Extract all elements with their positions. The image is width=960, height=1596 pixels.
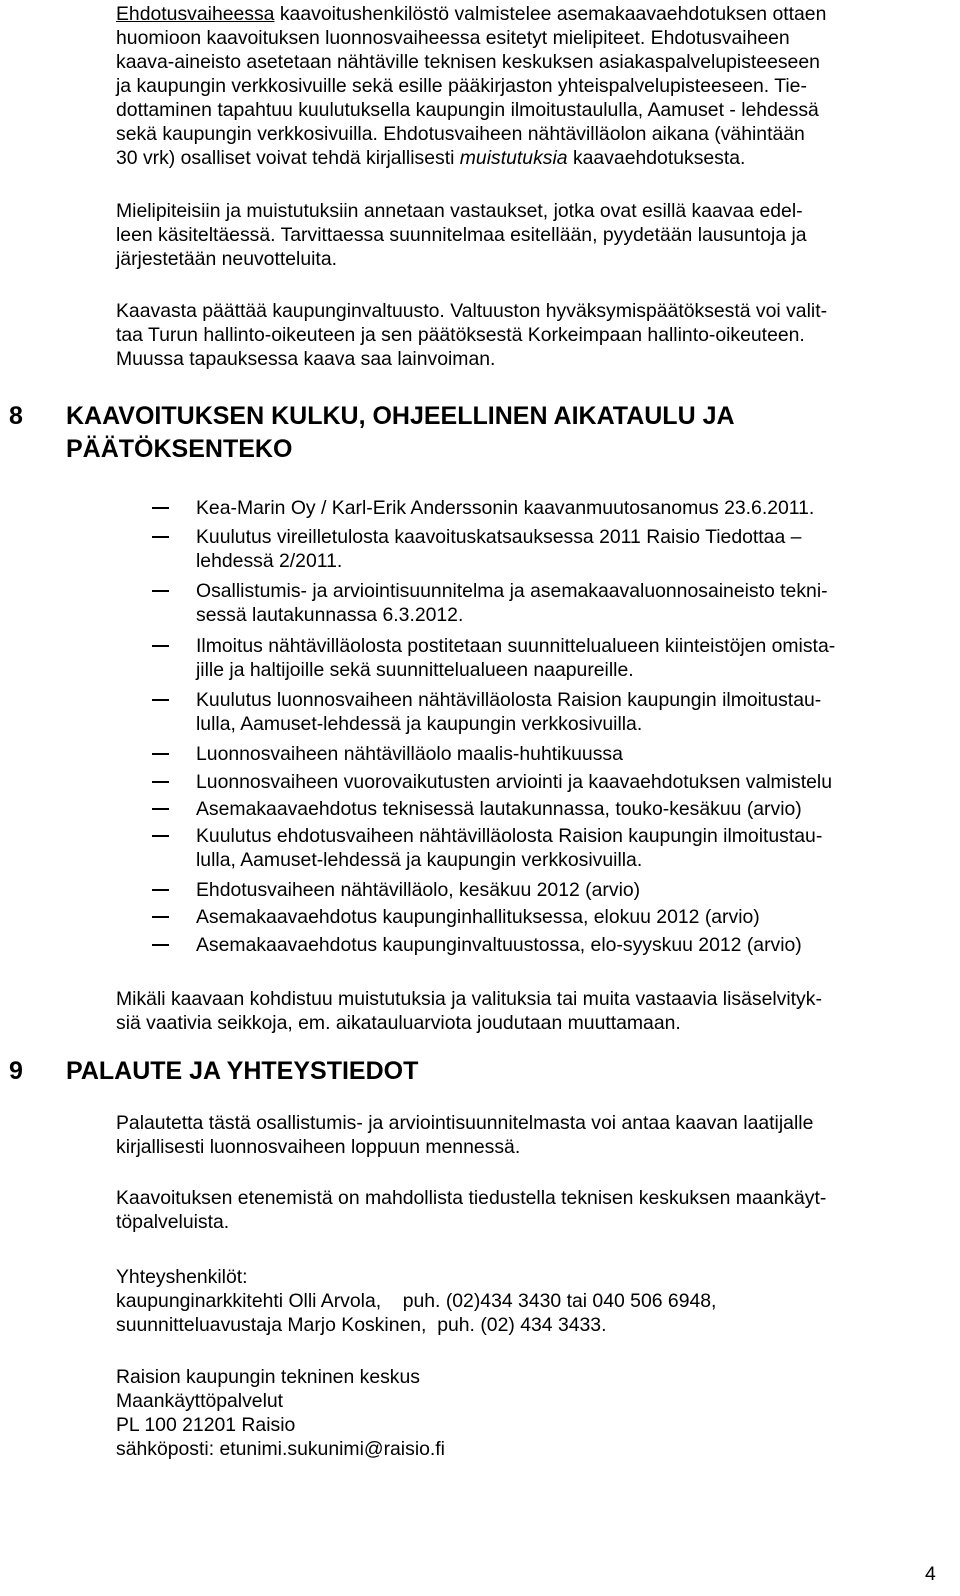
responses-line-1: Mielipiteisiin ja muistutuksiin annetaan vastaukset, jotka ovat esillä kaavaa edel-	[116, 200, 803, 222]
dash-bullet	[152, 808, 169, 810]
feedback-paragraph: Palautetta tästä osallistumis- ja arviointisuunnitelmasta voi antaa kaavan laatijalle kirjallisesti luonnosvaiheen loppuun mennessä.	[116, 1112, 814, 1158]
intro-line-1: Ehdotusvaiheessa kaavoitushenkilöstö valmistelee asemakaavaehdotuksen ottaen	[116, 3, 827, 25]
intro-line-3: kaava-aineisto asetetaan nähtäville teknisen keskuksen asiakaspalvelupisteeseen	[116, 51, 820, 73]
dash-bullet	[152, 536, 169, 538]
inquiry-paragraph: Kaavoituksen etenemistä on mahdollista tiedustella teknisen keskuksen maankäyt- töpalveluista.	[116, 1187, 827, 1233]
dash-bullet	[152, 507, 169, 509]
decision-line-2: taa Turun hallinto-oikeuteen ja sen päätöksestä Korkeimpaan hallinto-oikeuteen.	[116, 324, 805, 346]
intro-paragraph	[116, 2, 936, 170]
intro-line-5: dottaminen tapahtuu kuulutuksella kaupungin ilmoitustaululla, Aamuset - lehdessä	[116, 99, 819, 121]
schedule-note	[116, 987, 936, 1035]
address-postal: PL 100 21201 Raisio	[116, 1414, 296, 1436]
address-org: Raision kaupungin tekninen keskus	[116, 1366, 420, 1388]
dash-bullet	[152, 753, 169, 755]
responses-paragraph	[116, 199, 936, 271]
decision-line-3: Muussa tapauksessa kaava saa lainvoiman.	[116, 348, 496, 370]
page-number: 4	[925, 1563, 936, 1585]
responses-line-2: leen käsiteltäessä. Tarvittaessa suunnitelmaa esitellään, pyydetään lausuntoja ja	[116, 224, 807, 246]
decision-paragraph	[116, 299, 936, 371]
intro-line-6: sekä kaupungin verkkosivuilla. Ehdotusvaiheen nähtävilläolon aikana (vähintään	[116, 123, 805, 145]
dash-bullet	[152, 699, 169, 701]
intro-line-4: ja kaupungin verkkosivuille sekä esille pääkirjaston yhteispalvelupisteeseen. Tie-	[116, 75, 807, 97]
dash-bullet	[152, 889, 169, 891]
decision-line-1: Kaavasta päättää kaupunginvaltuusto. Valtuuston hyväksymispäätöksestä voi valit-	[116, 300, 828, 322]
note-line-2: siä vaativia seikkoja, em. aikatauluarviota joudutaan muuttamaan.	[116, 1012, 681, 1034]
address-dept: Maankäyttöpalvelut	[116, 1390, 284, 1412]
responses-line-3: järjestetään neuvotteluita.	[116, 248, 337, 270]
address-block	[116, 1365, 936, 1461]
dash-bullet	[152, 916, 169, 918]
contacts-label: Yhteyshenkilöt:	[116, 1266, 248, 1288]
dash-bullet	[152, 645, 169, 647]
dash-bullet	[152, 835, 169, 837]
underlined-term: Ehdotusvaiheessa	[116, 3, 275, 25]
document-page: Ehdotusvaiheessa kaavoitushenkilöstö valmistelee asemakaavaehdotuksen ottaen huomioon kaavoituksen luonnosvaiheessa esitetyt mielipiteet. Ehdotusvaiheen kaava-aineisto asetetaan nähtäville teknisen keskuksen asiakaspalvelupisteeseen ja kaupungin verkkosivuille sekä esille pääkirjaston yhteispalvelupisteeseen. Tie- dottaminen tapahtuu kuulutuksella kaupungin ilmoitustaululla, Aamuset - lehdessä sekä kaupungin verkkosivuilla. Ehdotusvaiheen nähtävilläolon aikana (vähintään 30 vrk) osalliset voivat tehdä kirjallisesti muistutuksia kaavaehdotuksesta. Mielipiteisiin ja muistutuksiin annetaan vastaukset, jotka ovat esillä kaavaa edel- leen käsiteltäessä. Tarvittaessa suunnitelmaa esitellään, pyydetään lausuntoja ja järjestetään neuvotteluita. Kaavasta päättää kaupunginvaltuusto. Valtuuston hyväksymispäätöksestä voi valit- taa Turun hallinto-oikeuteen ja sen päätöksestä Korkeimpaan hallinto-oikeuteen. Muussa tapauksessa kaava saa lainvoiman. 8 KAAVOITUKSEN KULKU, OHJEELLINEN AIKATAULU JA PÄÄTÖKSENTEKO Kea-Marin Oy / Karl-Erik Anderssonin kaavanmuutosanomus 23.6.2011. Kuulutus vireilletulosta kaavoituskatsauksessa 2011 Raisio Tiedottaa – lehdessä 2/2011. Osallistumis- ja arviointisuunnitelma ja asemakaavaluonnosaineisto tekni- sessä lautakunnassa 6.3.2012. Ilmoitus nähtävilläolosta postitetaan suunnittelualueen kiinteistöjen omista- jille ja haltijoille sekä suunnittelualueen naapureille. Kuulutus luonnosvaiheen nähtävilläolosta Raision kaupungin ilmoitustau- lulla, Aamuset-lehdessä ja kaupungin verkkosivuilla. Luonnosvaiheen nähtävilläolo maalis-huhtikuussa Luonnosvaiheen vuorovaikutusten arviointi ja kaavaehdotuksen valmistelu Asemakaavaehdotus teknisessä lautakunnassa, touko-kesäkuu (arvio) Kuulutus ehdotusvaiheen nähtävilläolosta Raision kaupungin ilmoitustau- lulla, Aamuset-lehdessä ja kaupungin verkkosivuilla. Ehdotusvaiheen nähtävilläolo, kesäkuu 2012 (arvio) Asemakaavaehdotus kaupunginhallituksessa, elokuu 2012 (arvio) Asemakaavaehdotus kaupunginvaltuustossa, elo-syyskuu 2012 (arvio) Mikäli kaavaan kohdistuu muistutuksia ja valituksia tai muita vastaavia lisäselvityk- siä vaativia seikkoja, em. aikatauluarviota joudutaan muuttamaan. 9 PALAUTE JA YHTEYSTIEDOT Palautetta tästä osallistumis- ja arviointisuunnitelmasta voi antaa kaavan laatijalle kirjallisesti luonnosvaiheen loppuun mennessä. Kaavoituksen etenemistä on mahdollista tiedustella teknisen keskuksen maankäyt- töpalveluista. Yhteyshenkilöt: kaupunginarkkitehti Olli Arvola, puh. (02)434 3430 tai 040 506 6948, suunnitteluavustaja Marjo Koskinen, puh. (02) 434 3433. Raision kaupungin tekninen keskus Maankäyttöpalvelut PL 100 21201 Raisio sähköposti: etunimi.sukunimi@raisio.fi 4	[0, 0, 960, 1596]
intro-line-7: 30 vrk) osalliset voivat tehdä kirjallisesti muistutuksia kaavaehdotuksesta.	[116, 147, 746, 169]
section-9-title: PALAUTE JA YHTEYSTIEDOT	[66, 1057, 419, 1085]
section-8-number: 8	[9, 402, 23, 430]
intro-line-2: huomioon kaavoituksen luonnosvaiheessa esitetyt mielipiteet. Ehdotusvaiheen	[116, 27, 790, 49]
section-8-heading	[0, 400, 960, 470]
section-9-heading	[0, 1055, 960, 1091]
note-line-1: Mikäli kaavaan kohdistuu muistutuksia ja valituksia tai muita vastaavia lisäselvityk-	[116, 988, 822, 1010]
address-email: sähköposti: etunimi.sukunimi@raisio.fi	[116, 1438, 445, 1460]
contacts-block	[116, 1265, 936, 1337]
dash-bullet	[152, 590, 169, 592]
italic-term: muistutuksia	[459, 147, 568, 169]
contact-arvola: kaupunginarkkitehti Olli Arvola, puh. (02)434 3430 tai 040 506 6948,	[116, 1290, 717, 1312]
dash-bullet	[152, 944, 169, 946]
contact-koskinen: suunnitteluavustaja Marjo Koskinen, puh. (02) 434 3433.	[116, 1314, 607, 1336]
section-8-title: KAAVOITUKSEN KULKU, OHJEELLINEN AIKATAULU JA PÄÄTÖKSENTEKO	[66, 402, 735, 463]
section-9-number: 9	[9, 1057, 23, 1085]
dash-bullet	[152, 781, 169, 783]
